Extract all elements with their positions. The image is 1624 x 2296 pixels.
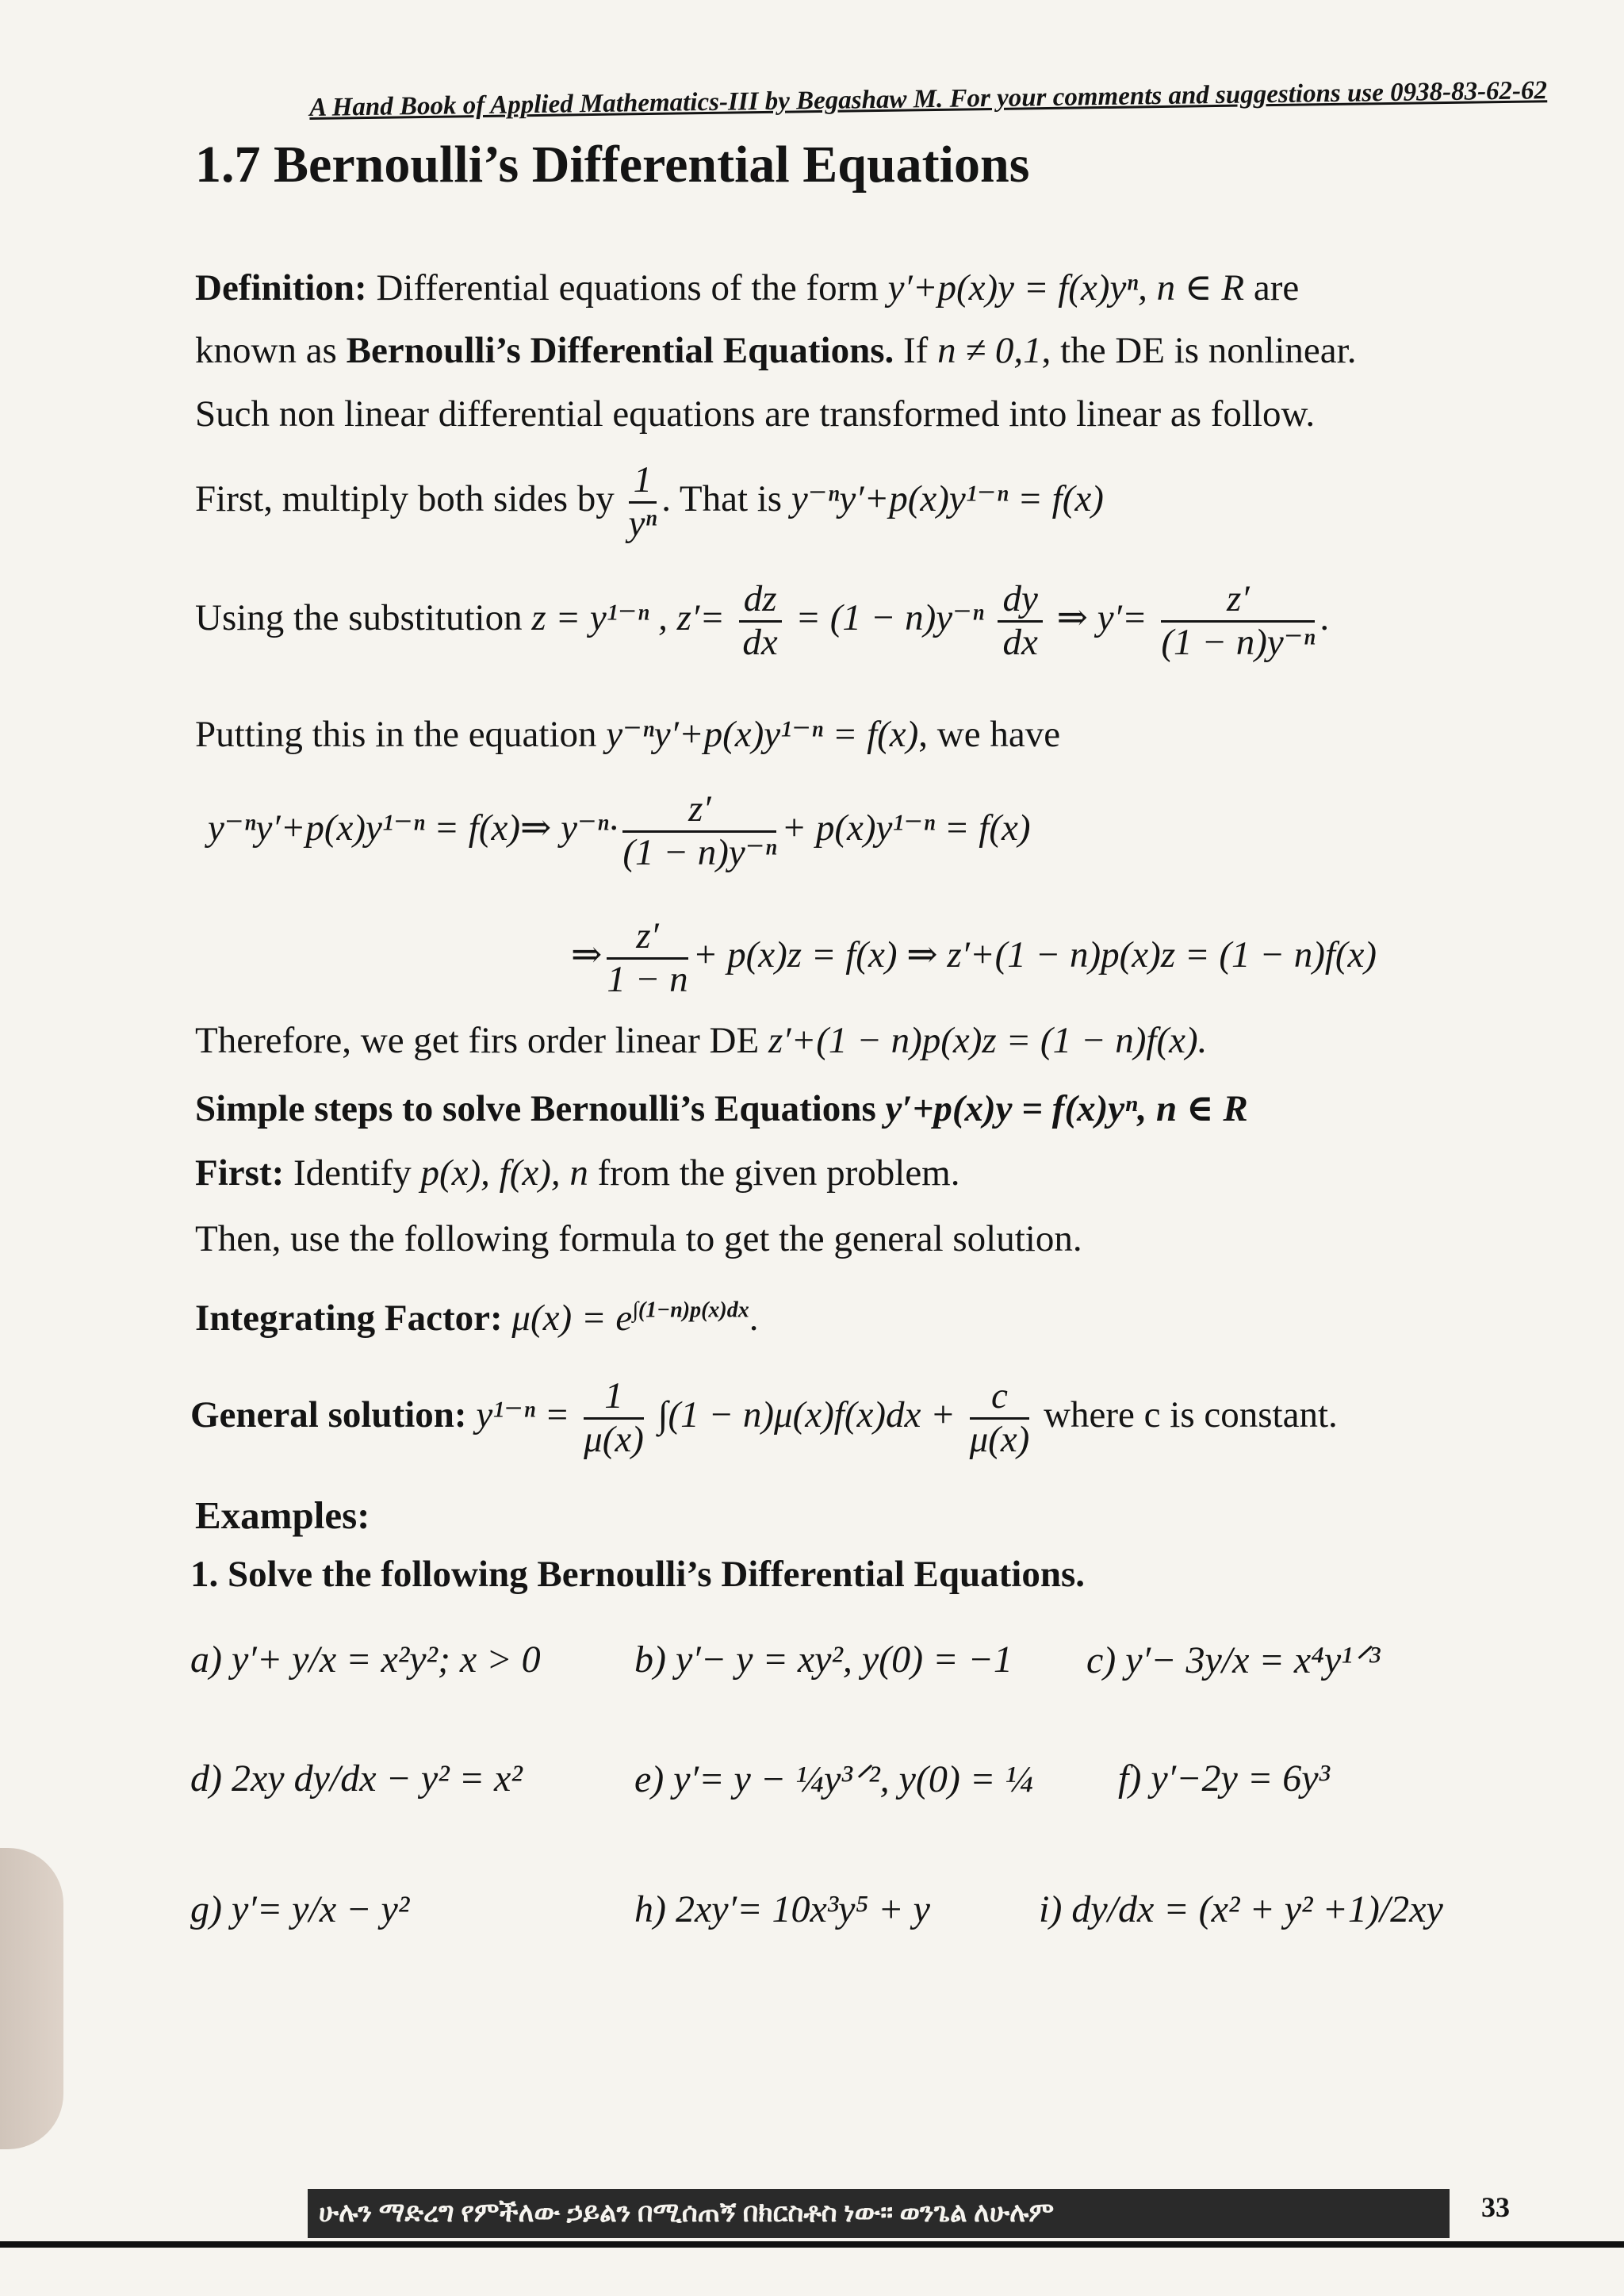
example-i: i) dy/dx = (x² + y² +1)/2xy <box>1039 1888 1443 1930</box>
fraction: $\frac{z'}{\text{(1 − n)y⁻ⁿ}}$ <box>622 788 777 873</box>
definition-line-2: known as Bernoulli’s Differential Equations. If n ≠ 0,1, the DE is nonlinear. <box>195 330 1357 371</box>
definition-line-1: Definition: Differential equations of the form y′+p(x)y = f(x)yⁿ, n ∈ R are <box>195 267 1300 309</box>
running-header: A Hand Book of Applied Mathematics-III by Begashaw M. For your comments and suggestions use 0938-83-62-62 <box>309 76 1548 122</box>
derivation-line-1: y⁻ⁿy′+p(x)y¹⁻ⁿ = f(x)⇒ y⁻ⁿ· $\frac{z'}{\text{(1 − n)y⁻ⁿ}}$ + p(x)y¹⁻ⁿ = f(x) <box>208 788 1031 873</box>
section-title: 1.7 Bernoulli’s Differential Equations <box>195 136 1030 194</box>
definition-line-3: Such non linear differential equations are transformed into linear as follow. <box>195 393 1316 435</box>
definition-label: Definition: <box>195 267 367 309</box>
bottom-rule <box>0 2241 1624 2248</box>
fraction: $\frac{dz}{dx}$ <box>739 579 782 663</box>
fraction: $\frac{z'}{\text{(1 − n)y⁻ⁿ}}$ <box>1161 578 1316 663</box>
example-d: d) 2xy dy/dx − y² = x² <box>190 1757 523 1800</box>
example-g: g) y′= y/x − y² <box>190 1888 410 1930</box>
example-e: e) y′= y − ¼y³ᐟ², y(0) = ¼ <box>634 1758 1034 1800</box>
general-solution-line: General solution: y¹⁻ⁿ = $\frac{1}{\mu(x)}$ ∫(1 − n)μ(x)f(x)dx + $\frac{c}{\mu(x)}$ where c is constant. <box>190 1375 1338 1460</box>
examples-heading: Examples: <box>195 1493 370 1537</box>
substitution-line: Using the substitution z = y¹⁻ⁿ , z′= $\frac{dz}{dx}$ = (1 − n)y⁻ⁿ $\frac{dy}{dx}$ ⇒ y′= $\frac{z'}{\text{(1 − n)y⁻ⁿ}}$ . <box>195 578 1330 663</box>
fraction: $\frac{dy}{dx}$ <box>998 579 1042 663</box>
multiply-line: First, multiply both sides by $\frac{1}{\text{yⁿ}}$ . That is y⁻ⁿy′+p(x)y¹⁻ⁿ = f(x) <box>195 459 1104 544</box>
example-f: f) y′−2y = 6y³ <box>1118 1757 1330 1800</box>
fraction: $\frac{1}{\mu(x)}$ <box>584 1375 644 1460</box>
example-c: c) y′− 3y/x = x⁴y¹ᐟ³ <box>1086 1639 1381 1681</box>
example-b: b) y′− y = xy², y(0) = −1 <box>634 1639 1013 1681</box>
footer-banner: ሁሉን ማድረግ የምችለው ኃይልን በሚሰጠኝ በክርስቶስ ነው። ወንጌል ለሁሉም <box>308 2189 1450 2238</box>
example-h: h) 2xy′= 10x³y⁵ + y <box>634 1888 930 1930</box>
fraction: $\frac{z'}{1 - n}$ <box>607 915 688 1000</box>
example-a: a) y′+ y/x = x²y²; x > 0 <box>190 1639 541 1681</box>
example-instruction: 1. Solve the following Bernoulli’s Differential Equations. <box>190 1554 1086 1595</box>
derivation-line-2: ⇒ $\frac{z'}{1 - n}$ + p(x)z = f(x) ⇒ z′+(1 − n)p(x)z = (1 − n)f(x) <box>571 915 1377 1000</box>
thumb-shadow <box>0 1848 63 2149</box>
bernoulli-form: y′+p(x)y = f(x)yⁿ, n ∈ R <box>887 267 1245 309</box>
page-number: 33 <box>1481 2191 1510 2223</box>
fraction: $\frac{1}{\text{yⁿ}}$ <box>628 459 657 544</box>
first-step-line: First: Identify p(x), f(x), n from the given problem. <box>195 1152 960 1194</box>
steps-heading: Simple steps to solve Bernoulli’s Equations y′+p(x)y = f(x)yⁿ, n ∈ R <box>195 1088 1248 1129</box>
putting-line: Putting this in the equation y⁻ⁿy′+p(x)y¹⁻ⁿ = f(x), we have <box>195 714 1061 755</box>
then-line: Then, use the following formula to get the general solution. <box>195 1218 1082 1259</box>
fraction: $\frac{c}{\mu(x)}$ <box>969 1375 1030 1460</box>
integrating-factor-line: Integrating Factor: $\mu(x) = e^{\int(1-n)p(x)dx}$. <box>195 1297 759 1339</box>
therefore-line: Therefore, we get firs order linear DE z′+(1 − n)p(x)z = (1 − n)f(x). <box>195 1020 1208 1061</box>
